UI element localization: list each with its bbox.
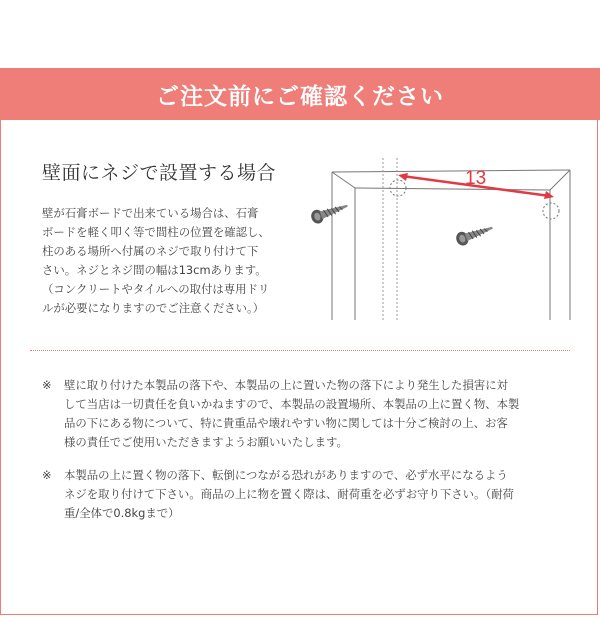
dimension-label: 13 bbox=[465, 168, 487, 189]
note-mark: ※ bbox=[42, 378, 52, 392]
note-line: して当店は一切責任を負いかねますので、本製品の設置場所、本製品の上に置く物、本製 bbox=[64, 397, 520, 411]
mounting-diagram bbox=[300, 150, 600, 320]
section-description bbox=[42, 204, 292, 318]
description-line: 壁が石膏ボードで出来ている場合は、石膏 bbox=[42, 206, 259, 220]
screw-hole-right bbox=[543, 203, 559, 219]
section-divider bbox=[30, 350, 570, 351]
note-line: 重/全体で0.8kgまで） bbox=[64, 506, 180, 520]
shelf-outline-illustration bbox=[332, 170, 570, 320]
note-line: 壁に取り付けた本製品の落下や、本製品の上に置いた物の落下により発生した損害に対 bbox=[64, 378, 509, 392]
note-mark: ※ bbox=[42, 468, 52, 482]
description-line: ボードを軽く叩く等で間柱の位置を確認し、 bbox=[42, 225, 270, 239]
description-line: さい。ネジとネジ間の幅は13cmあります。 bbox=[42, 263, 267, 277]
wall-stud-lines bbox=[383, 158, 397, 320]
note-line: 本製品の上に置く物の落下、転倒につながる恐れがありますので、必ず水平になるよう bbox=[64, 468, 508, 482]
screw-icon bbox=[309, 199, 349, 225]
description-line: ルが必要になりますのでご注意ください。） bbox=[42, 301, 265, 315]
banner-title: ご注文前にご確認ください bbox=[156, 83, 444, 110]
description-line: 柱のある場所へ付属のネジで取り付けて下 bbox=[42, 244, 259, 258]
note-line: 様の責任でご使用いただきますようお願いいたします。 bbox=[64, 435, 348, 449]
description-line: （コンクリートやタイルへの取付は専用ドリ bbox=[42, 282, 270, 296]
section-title: 壁面にネジで設置する場合 bbox=[42, 162, 277, 184]
note-line: 品の下にある物について、特に貴重品や壊れやすい物に関しては十分ご検討の上、お客 bbox=[64, 416, 508, 430]
note-line: ネジを取り付けて下さい。商品の上に物を置く際は、耐荷重を必ずお守り下さい。（耐荷 bbox=[64, 487, 514, 501]
screw-icon bbox=[454, 221, 494, 247]
notice-banner bbox=[0, 68, 600, 120]
